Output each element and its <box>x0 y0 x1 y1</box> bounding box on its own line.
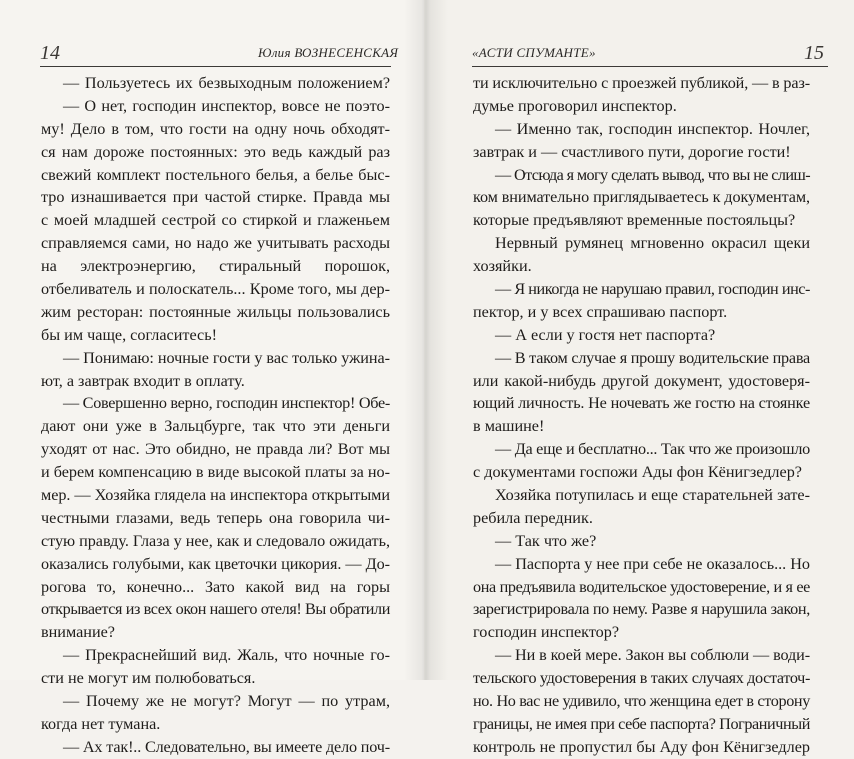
text-line: — Прекраснейший вид. Жаль, что ночные го- <box>63 646 390 665</box>
text-line: — Понимаю: ночные гости у вас только ужина- <box>63 348 390 367</box>
text-line: или какой-нибудь другой документ, удостоверя- <box>473 371 810 390</box>
running-head-title: «АСТИ СПУМАНТЕ» <box>472 45 596 60</box>
text-line: ребила передник. <box>473 508 593 527</box>
text-line: — Ах так!.. Следовательно, вы имеете дело поч- <box>63 737 391 756</box>
text-line: свежий комплект постельного белья, а белье быс- <box>41 165 390 184</box>
right-page-text <box>473 72 810 759</box>
left-page <box>0 0 424 756</box>
text-line: бы им чаще, согласитесь! <box>41 325 218 344</box>
text-line: — Да еще и бесплатно... Так что же произошло <box>495 440 811 459</box>
text-line: рогова то, конечно... Зато какой вид на горы <box>41 577 390 596</box>
text-line: мер. — Хозяйка глядела на инспектора открытыми <box>41 486 390 505</box>
text-line: на электроэнергию, стиральный порошок, <box>41 257 390 276</box>
book-gutter <box>404 0 448 680</box>
text-line: — Я никогда не нарушаю правил, господин инс- <box>495 280 810 299</box>
text-line: отбеливатель и полоскатель... Кроме того, мы дер- <box>41 280 390 299</box>
text-line: — О нет, господин инспектор, вовсе не поэто- <box>63 96 390 115</box>
left-page-text <box>41 72 390 759</box>
text-line: — В таком случае я прошу водительские права <box>495 348 810 367</box>
text-line: думье проговорил инспектор. <box>473 96 677 115</box>
header-rule <box>40 66 391 67</box>
text-line: завтрак и — счастливого пути, дорогие гости! <box>473 142 791 161</box>
text-line: ком внимательно приглядываетесь к документам, <box>473 188 811 207</box>
text-line: — Пользуетесь их безвыходным положением? <box>63 74 390 92</box>
text-line: жим ресторан: постоянные жильцы пользовались <box>41 302 390 321</box>
text-line: сти не могут им полюбоваться. <box>41 669 256 688</box>
text-line: стую правду. Глаза у нее, как и следовало ожидать, <box>41 531 390 550</box>
text-line: Хозяйка потупилась и еще старательней зате- <box>495 486 810 505</box>
text-line: — Почему же не могут? Могут — по утрам, <box>63 692 390 711</box>
text-line: — А если у гостя нет паспорта? <box>495 325 716 344</box>
text-line: с моей младшей сестрой со стиркой и глаженьем <box>41 211 390 230</box>
text-line: которые предъявляют временные постояльцы? <box>473 211 796 230</box>
text-line: ся нам дороже постоянных: это ведь каждый раз <box>41 142 390 161</box>
text-line: открывается из всех окон нашего отеля! Вы обратили <box>41 600 390 619</box>
text-line: ти исключительно с проезжей публикой, — в раз- <box>473 74 810 92</box>
text-line: тро изнашивается при частой стирке. Правда мы <box>41 188 390 207</box>
text-line: она предъявила водительское удостоверение, и я ее <box>473 577 810 596</box>
text-line: границы, не имея при себе паспорта? Пограничный <box>473 714 811 733</box>
text-line: и берем компенсацию в виде высокой платы за но- <box>41 463 391 482</box>
text-line: справляемся сами, но надо же учитывать расходы <box>41 234 390 253</box>
text-line: честными глазами, ведь теперь она говорила чи- <box>41 508 390 527</box>
text-line: — Ни в коей мере. Закон вы соблюли — води- <box>495 646 810 665</box>
text-line: с документами госпожи Ады фон Кёнигзедлер? <box>473 463 802 482</box>
running-head-author: Юлия ВОЗНЕСЕНСКАЯ <box>258 45 399 60</box>
text-line: дают они уже в Зальцбурге, так что эти деньги <box>41 417 390 436</box>
page-number: 14 <box>40 42 60 64</box>
text-line: уходят от нас. Это обидно, не правда ли? Вот мы <box>41 440 390 459</box>
text-line: господин инспектор? <box>473 623 620 642</box>
text-line: зарегистрировала по нему. Разве я нарушила закон, <box>473 600 810 619</box>
text-line: ющий личность. Не ночевать же гостю на стоянке <box>473 394 810 413</box>
text-line: тельского удостоверения в таких случаях достаточ- <box>473 669 811 688</box>
text-line: ют, а завтрак входит в оплату. <box>41 371 245 390</box>
text-line: — Паспорта у нее при себе не оказалось... Но <box>495 554 810 573</box>
text-line: но. Но вас не удивило, что женщина едет в сторону <box>473 692 810 711</box>
page-number: 15 <box>804 42 824 64</box>
text-line: — Так что же? <box>495 531 597 550</box>
text-line: хозяйки. <box>473 257 532 276</box>
text-line: — Отсюда я могу сделать вывод, что вы не слиш- <box>495 165 811 184</box>
text-line: когда нет тумана. <box>41 714 161 733</box>
text-line: — Совершенно верно, господин инспектор! Обе- <box>63 394 390 413</box>
text-line: пектор, и у всех спрашиваю паспорт. <box>473 302 728 321</box>
text-line: Нервный румянец мгновенно окрасил щеки <box>495 234 810 253</box>
text-line: оказались голубыми, как цветочки цикория. — До- <box>41 554 390 573</box>
text-line: му! Дело в том, что гости на одну ночь обходят- <box>41 119 390 138</box>
text-line: контроль не пропустил бы Аду фон Кёнигзедлер <box>473 737 810 756</box>
text-line: — Именно так, господин инспектор. Ночлег, <box>495 119 810 138</box>
text-line: в машине! <box>473 417 545 436</box>
header-rule <box>472 66 828 67</box>
text-line: внимание? <box>41 623 115 642</box>
